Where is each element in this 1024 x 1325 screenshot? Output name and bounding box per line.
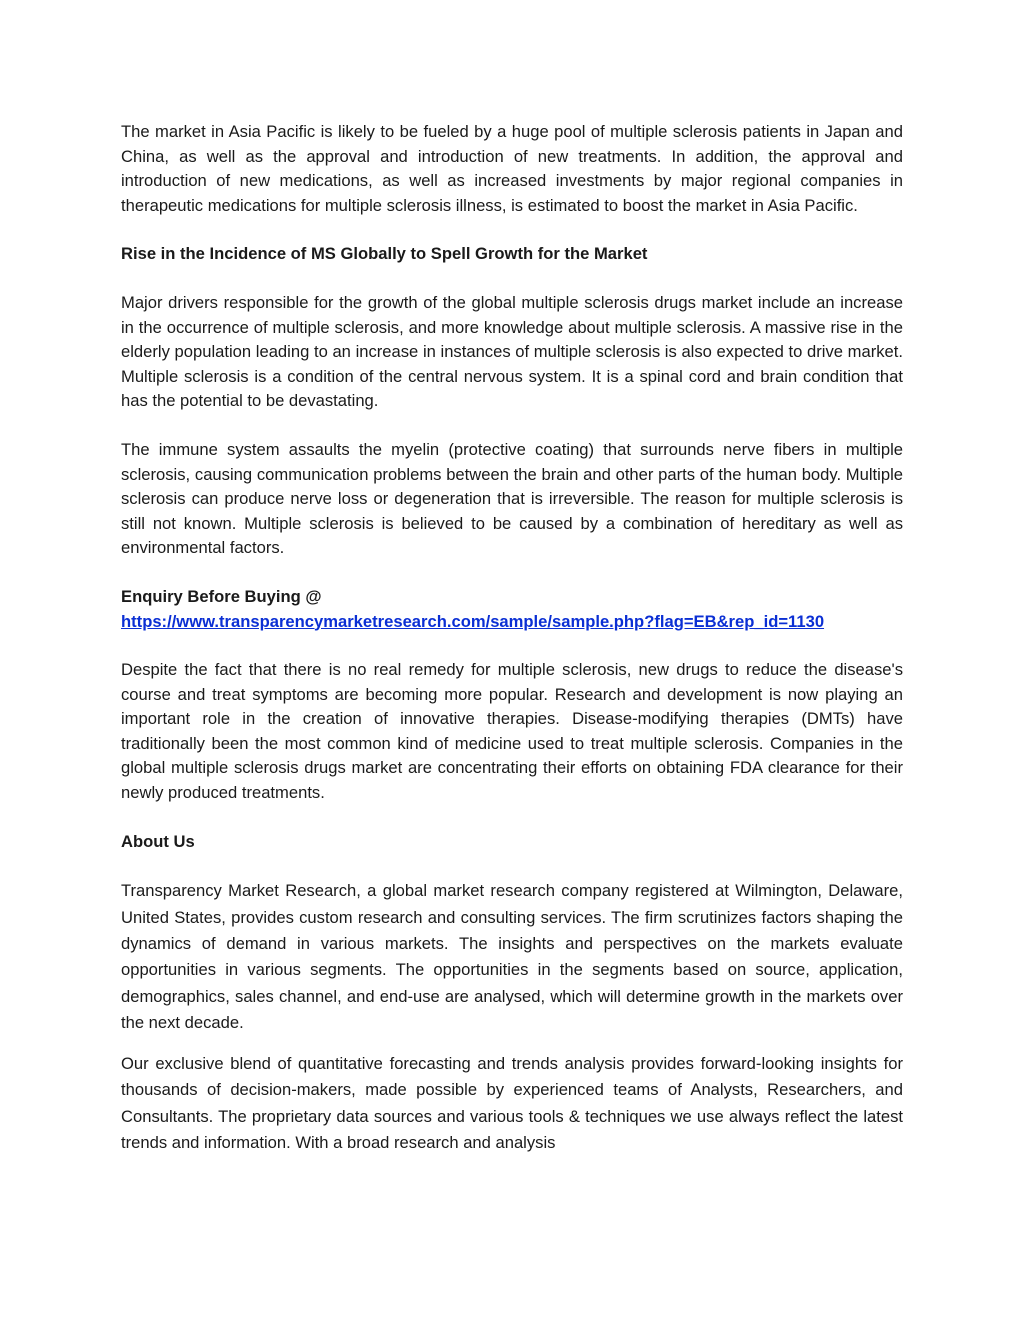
paragraph-major-drivers: Major drivers responsible for the growth of the global multiple sclerosis drugs market include an increase in the occurrence of multiple sclerosis, and more knowledge about multiple sclerosis. A massive rise in the elderly population leading to an increase in instances of multiple sclerosis is also expected to drive market. Multiple sclerosis is a condition of the central nervous system. It is a spinal cord and brain condition that has the potential to be devastating.: [121, 292, 903, 411]
paragraph-about-company: Transparency Market Research, a global market research company registered at Wilmington, Delaware, United States, provides custom research and consulting services. The firm scrutinizes factors shaping the dynamics of demand in various markets. The insights and perspectives on the markets evaluate opportunities in various segments. The opportunities in the segments based on source, application, demographics, sales channel, and end-use are analysed, which will determine growth in the markets over the next decade.: [121, 881, 903, 1033]
section-heading-about-us: About Us: [121, 831, 195, 851]
document-page: [121, 120, 903, 1156]
paragraph-exclusive-blend: Our exclusive blend of quantitative forecasting and trends analysis provides forward-looking insights for thousands of decision-makers, made possible by experienced teams of Analysts, Researchers, and Consultants. The proprietary data sources and various tools & techniques we use always reflect the latest trends and information. With a broad research and analysis: [121, 1053, 903, 1152]
enquiry-label: Enquiry Before Buying @: [121, 586, 322, 606]
enquiry-link[interactable]: https://www.transparencymarketresearch.com/sample/sample.php?flag=EB&rep_id=1130: [121, 611, 825, 631]
paragraph-asia-pacific: The market in Asia Pacific is likely to be fueled by a huge pool of multiple sclerosis patients in Japan and China, as well as the approval and introduction of new treatments. In addition, the approval and introduction of new medications, as well as increased investments by major regional companies in therapeutic medications for multiple sclerosis illness, is estimated to boost the market in Asia Pacific.: [121, 122, 903, 215]
paragraph-immune-system: The immune system assaults the myelin (protective coating) that surrounds nerve fibers in multiple sclerosis, causing communication problems between the brain and other parts of the human body. Multiple sclerosis can produce nerve loss or degeneration that is irreversible. The reason for multiple sclerosis is still not known. Multiple sclerosis is believed to be caused by a combination of hereditary as well as environmental factors.: [121, 439, 903, 558]
paragraph-despite-no-remedy: Despite the fact that there is no real remedy for multiple sclerosis, new drugs to reduce the disease's course and treat symptoms are becoming more popular. Research and development is now playing an important role in the creation of innovative therapies. Disease-modifying therapies (DMTs) have traditionally been the most common kind of medicine used to treat multiple sclerosis. Companies in the global multiple sclerosis drugs market are concentrating their efforts on obtaining FDA clearance for their newly produced treatments.: [121, 660, 903, 803]
section-heading-rise-in-incidence: Rise in the Incidence of MS Globally to Spell Growth for the Market: [121, 244, 648, 264]
